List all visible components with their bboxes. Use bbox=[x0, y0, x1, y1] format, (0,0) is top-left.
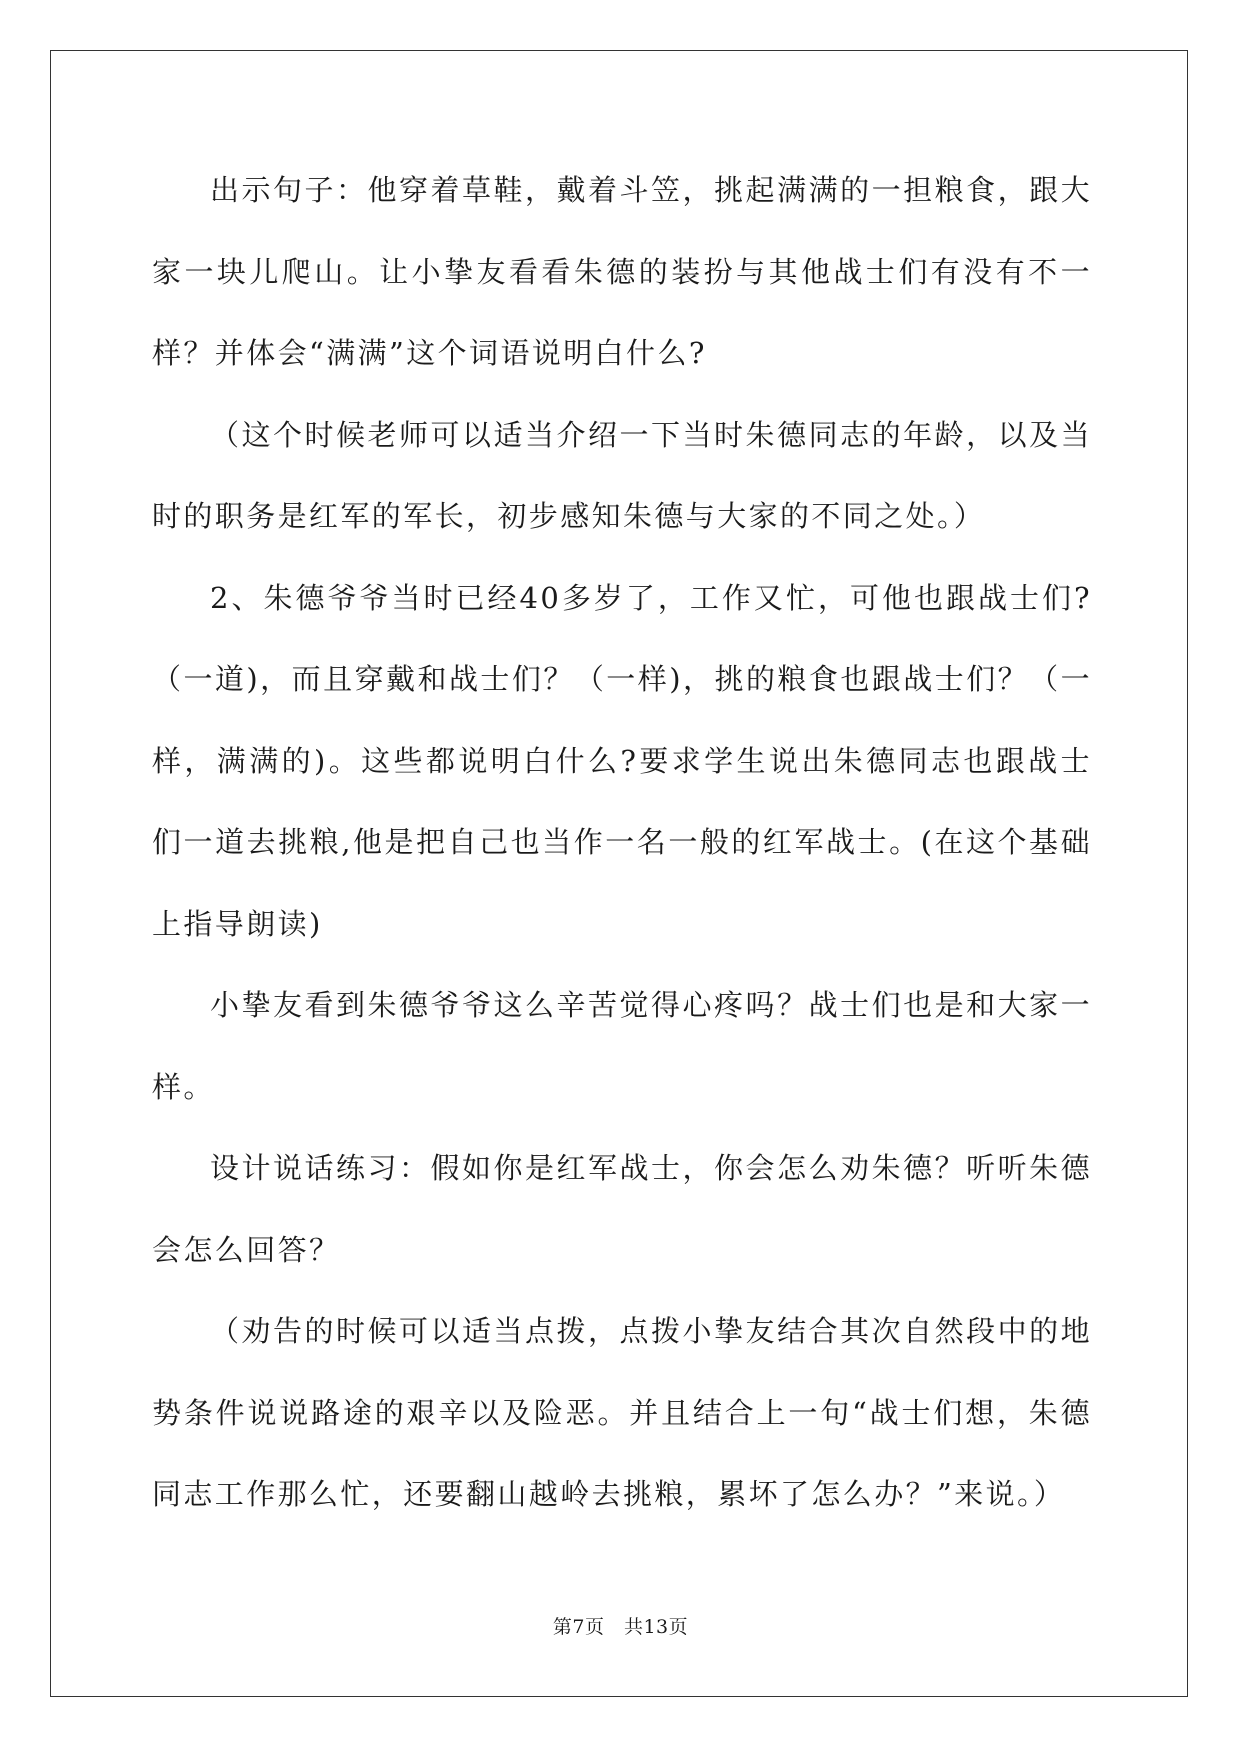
paragraph-5: 设计说话练习：假如你是红军战士，你会怎么劝朱德？听听朱德会怎么回答？ bbox=[152, 1151, 1092, 1267]
paragraph-1: 出示句子：他穿着草鞋，戴着斗笠，挑起满满的一担粮食，跟大家一块儿爬山。让小挚友看看朱德的装扮与其他战士们有没有不一样？并体会“满满”这个词语说明白什么? bbox=[152, 173, 1092, 370]
paragraph-4: 小挚友看到朱德爷爷这么辛苦觉得心疼吗？战士们也是和大家一样。 bbox=[152, 988, 1092, 1104]
document-body bbox=[152, 150, 1092, 1536]
paragraph-6: （劝告的时候可以适当点拨，点拨小挚友结合其次自然段中的地势条件说说路途的艰辛以及险恶。并且结合上一句“战士们想，朱德同志工作那么忙，还要翻山越岭去挑粮，累坏了怎么办？”来说。） bbox=[152, 1314, 1092, 1511]
page-number-footer: 第7页 共13页 bbox=[552, 1616, 689, 1638]
paragraph-2: （这个时候老师可以适当介绍一下当时朱德同志的年龄，以及当时的职务是红军的军长，初步感知朱德与大家的不同之处。） bbox=[152, 417, 1092, 533]
paragraph-3: 2、朱德爷爷当时已经40多岁了，工作又忙，可他也跟战士们?（一道)，而且穿戴和战士们？（一样)，挑的粮食也跟战士们？（一样，满满的)。这些都说明白什么?要求学生说出朱德同志也跟战士们一道去挑粮,他是把自己也当作一名一般的红军战士。(在这个基础上指导朗读) bbox=[152, 580, 1092, 941]
